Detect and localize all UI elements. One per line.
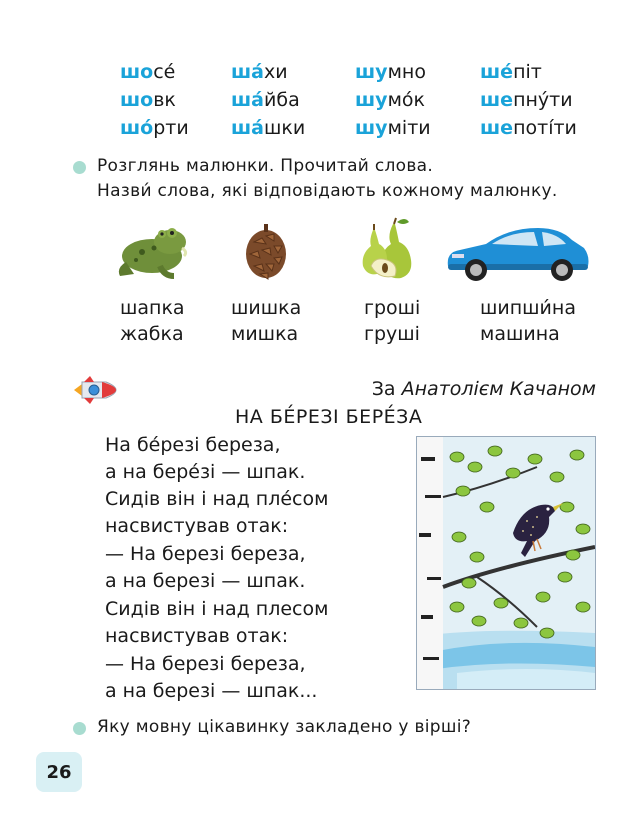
instruction-line: Назви́ слова, які відповідають кожному малюнку. (97, 181, 558, 201)
poem-line: а на березі — шпак. (105, 570, 306, 592)
syllable-word: шепну́ти (480, 89, 573, 111)
poem-line: На бе́резі береза, (105, 434, 281, 456)
syllable-word: шепоті́ти (480, 117, 577, 139)
poem-line: — На березі береза, (105, 653, 306, 675)
pinecone-icon (240, 220, 292, 282)
word: гроші (364, 297, 421, 319)
word: машина (480, 323, 560, 345)
bullet-icon (73, 722, 86, 735)
syllable-word: шо́рти (120, 117, 189, 139)
poem-line: а на бере́зі — шпак. (105, 461, 306, 483)
rocket-icon (72, 374, 120, 406)
syllable-word: шосе́ (120, 61, 176, 83)
syllable-word: ша́хи (231, 61, 288, 83)
author-line: За Анатолієм Качаном (371, 378, 596, 400)
syllable-word: шовк (120, 89, 176, 111)
syllable-word: шумно (355, 61, 426, 83)
syllable-word: ше́піт (480, 61, 542, 83)
syllable-word: шумо́к (355, 89, 426, 111)
word: груші (364, 323, 420, 345)
word: шишка (231, 297, 302, 319)
car-icon (442, 222, 592, 284)
syllable-word: ша́шки (231, 117, 306, 139)
question-text: Яку мовну цікавинку закладено у вірші? (97, 717, 472, 737)
syllable-word: ша́йба (231, 89, 300, 111)
poem-line: насвистував отак: (105, 515, 289, 537)
word: шапка (120, 297, 185, 319)
syllable-word: шуміти (355, 117, 431, 139)
pears-icon (357, 216, 415, 282)
page-number: 26 (36, 752, 82, 792)
word: мишка (231, 323, 299, 345)
word: жабка (120, 323, 184, 345)
poem-line: — На березі береза, (105, 543, 306, 565)
word: шипши́на (480, 297, 576, 319)
poem-line: Сидів він і над плесом (105, 598, 329, 620)
bullet-icon (73, 161, 86, 174)
instruction-line: Розглянь малюнки. Прочитай слова. (97, 156, 434, 176)
frog-icon (112, 218, 192, 280)
poem-line: насвистував отак: (105, 625, 289, 647)
poem-line: Сидів він і над пле́сом (105, 488, 329, 510)
poem-title: НА БЕ́РЕЗІ БЕРЕ́ЗА (235, 406, 423, 428)
poem-line: а на березі — шпак... (105, 680, 318, 702)
birch-starling-illustration (416, 436, 596, 690)
